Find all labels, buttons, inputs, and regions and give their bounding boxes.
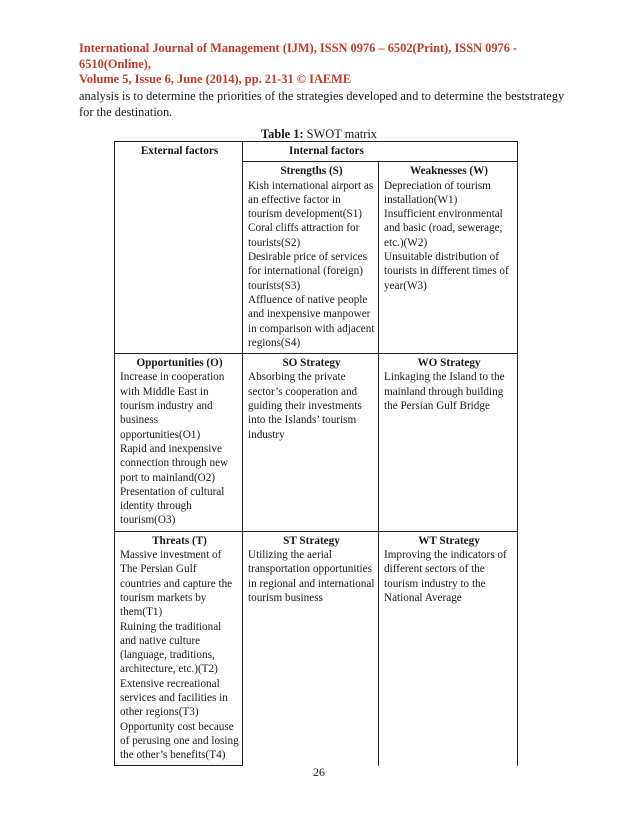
threats-title: Threats (T) xyxy=(152,534,207,547)
strengths-cell xyxy=(243,162,379,354)
page-number: 26 xyxy=(313,765,325,779)
strengths-title: Strengths (S) xyxy=(280,165,343,178)
internal-factors-header: Internal factors xyxy=(243,142,518,162)
intro-paragraph: analysis is to determine the priorities of the strategies developed and to determine the beststrategy for the destination. xyxy=(79,89,565,119)
table-caption-text: SWOT matrix xyxy=(303,127,377,141)
opportunities-list xyxy=(120,370,239,527)
list-item: Opportunity cost because of perusing one and losing the other’s benefits(T4) xyxy=(120,720,239,762)
wo-strategy-text: Linkaging the Island to the mainland through building the Persian Gulf Bridge xyxy=(384,371,505,413)
list-item: Extensive recreational services and facilities in other regions(T3) xyxy=(120,677,228,719)
list-item: Desirable price of services for international (foreign) tourists(S3) xyxy=(248,251,367,292)
list-item: Massive investment of The Persian Gulf countries and capture the tourism markets by them(T1) xyxy=(120,549,233,619)
st-strategy-title: ST Strategy xyxy=(283,534,340,547)
list-item: Depreciation of tourism installation(W1) xyxy=(384,179,491,206)
list-item: Affluence of native people and inexpensive manpower in comparison with adjacent regions(S4) xyxy=(248,293,375,349)
strengths-list xyxy=(248,179,375,351)
list-item: Unsuitable distribution of tourists in different times of year(W3) xyxy=(384,251,509,292)
opportunities-title: Opportunities (O) xyxy=(136,357,223,370)
wo-strategy-cell xyxy=(379,354,518,532)
opportunities-cell xyxy=(115,354,243,532)
list-item: Rapid and inexpensive connection through new port to mainland(O2) xyxy=(120,442,229,484)
table-row xyxy=(115,531,518,766)
so-strategy-cell xyxy=(243,354,379,532)
list-item: Increase in cooperation with Middle East in tourism industry and business opportunities(O1) xyxy=(120,371,225,441)
weaknesses-title: Weaknesses (W) xyxy=(410,165,489,178)
wt-strategy-cell xyxy=(379,531,518,766)
so-strategy-text: Absorbing the private sector’s cooperation and guiding their investments into the Islands’ tourism industry xyxy=(248,371,362,441)
table-row xyxy=(115,142,518,162)
journal-header-line-1: International Journal of Management (IJM), ISSN 0976 – 6502(Print), ISSN 0976 - 6510(Online), xyxy=(79,41,518,71)
list-item: Insufficient environmental and basic (road, sewerage, etc.)(W2) xyxy=(384,208,503,249)
weaknesses-cell xyxy=(379,162,518,354)
journal-header-line-2: Volume 5, Issue 6, June (2014), pp. 21-31 © IAEME xyxy=(79,72,352,86)
swot-matrix-table xyxy=(114,141,518,766)
table-caption xyxy=(0,127,638,142)
weaknesses-list xyxy=(384,179,514,293)
st-strategy-cell xyxy=(243,531,379,766)
table-caption-label: Table 1: xyxy=(261,127,304,141)
list-item: Kish international airport as an effective factor in tourism development(S1) xyxy=(248,179,374,221)
wo-strategy-title: WO Strategy xyxy=(417,357,481,370)
list-item: Presentation of cultural identity through tourism(O3) xyxy=(120,485,225,527)
external-factors-header: External factors xyxy=(115,142,243,354)
journal-header xyxy=(79,41,579,88)
threats-cell xyxy=(115,531,243,766)
table-row xyxy=(115,354,518,532)
list-item: Coral cliffs attraction for tourists(S2) xyxy=(248,222,360,249)
wt-strategy-text: Improving the indicators of different sectors of the tourism industry to the National Average xyxy=(384,549,507,604)
threats-list xyxy=(120,548,239,762)
wt-strategy-title: WT Strategy xyxy=(418,534,480,547)
list-item: Ruining the traditional and native culture (language, traditions, architecture, etc.)(T2) xyxy=(120,620,222,676)
st-strategy-text: Utilizing the aerial transportation opportunities in regional and international tourism business xyxy=(248,549,375,604)
so-strategy-title: SO Strategy xyxy=(282,357,341,370)
